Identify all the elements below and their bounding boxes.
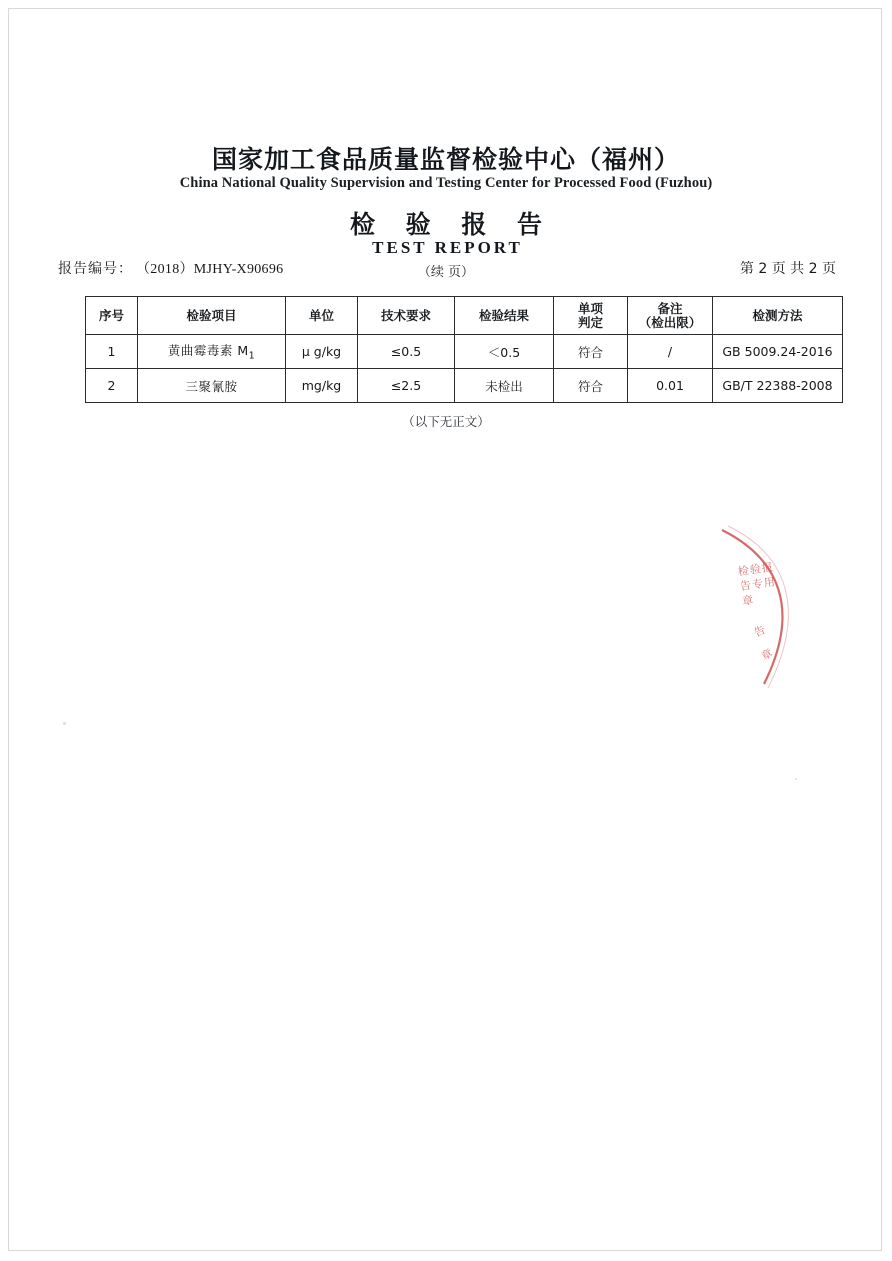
cell-remark: 0.01	[628, 369, 713, 403]
seal-text-line2: 告	[752, 622, 769, 640]
cell-judgement: 符合	[554, 335, 628, 369]
cell-judgement: 符合	[554, 369, 628, 403]
cell-unit: μ g/kg	[286, 335, 358, 369]
scan-speck	[795, 778, 797, 780]
scan-speck	[63, 722, 66, 725]
table-header-row	[86, 297, 843, 335]
column-header-requirement: 技术要求	[358, 297, 455, 335]
cell-method: GB/T 22388-2008	[713, 369, 843, 403]
column-header-remark: 备注 （检出限）	[628, 297, 713, 335]
seal-text	[737, 559, 789, 664]
column-header-no: 序号	[86, 297, 138, 335]
end-of-text-note: （以下无正文）	[402, 414, 490, 429]
report-number-value: （2018）MJHY-X90696	[143, 262, 284, 277]
cell-requirement: ≤2.5	[358, 369, 455, 403]
official-seal-stamp	[716, 524, 802, 690]
column-header-method: 检测方法	[713, 297, 843, 335]
column-header-unit: 单位	[286, 297, 358, 335]
table-row	[86, 369, 843, 403]
page-indicator: 第 2 页 共 2 页	[739, 261, 836, 277]
organization-name-cn: 国家加工食品质量监督检验中心（福州）	[211, 145, 680, 174]
continued-page-mark: （续 页）	[417, 265, 475, 280]
cell-no: 2	[86, 369, 138, 403]
test-results-table	[85, 296, 843, 403]
cell-no: 1	[86, 335, 138, 369]
seal-text-line1: 检验报告专用章	[737, 560, 777, 608]
cell-item: 黄曲霉毒素 $M_1$	[138, 335, 286, 369]
report-title-en: TEST REPORT	[372, 238, 523, 257]
cell-item: 三聚氰胺	[138, 369, 286, 403]
column-header-result: 检验结果	[455, 297, 554, 335]
table-row	[86, 335, 843, 369]
seal-text-line3: 章	[759, 645, 776, 664]
column-header-item: 检验项目	[138, 297, 286, 335]
organization-name-en: China National Quality Supervision and Testing Center for Processed Food (Fuzhou)	[179, 175, 713, 191]
cell-result: 未检出	[455, 369, 554, 403]
cell-remark: /	[628, 335, 713, 369]
cell-unit: mg/kg	[286, 369, 358, 403]
column-header-judgement: 单项 判定	[554, 297, 628, 335]
report-number-label: 报告编号：	[58, 261, 133, 277]
cell-result: ＜0.5	[455, 335, 554, 369]
report-title-cn: 检 验 报 告	[349, 210, 554, 239]
cell-requirement: ≤0.5	[358, 335, 455, 369]
cell-method: GB 5009.24-2016	[713, 335, 843, 369]
